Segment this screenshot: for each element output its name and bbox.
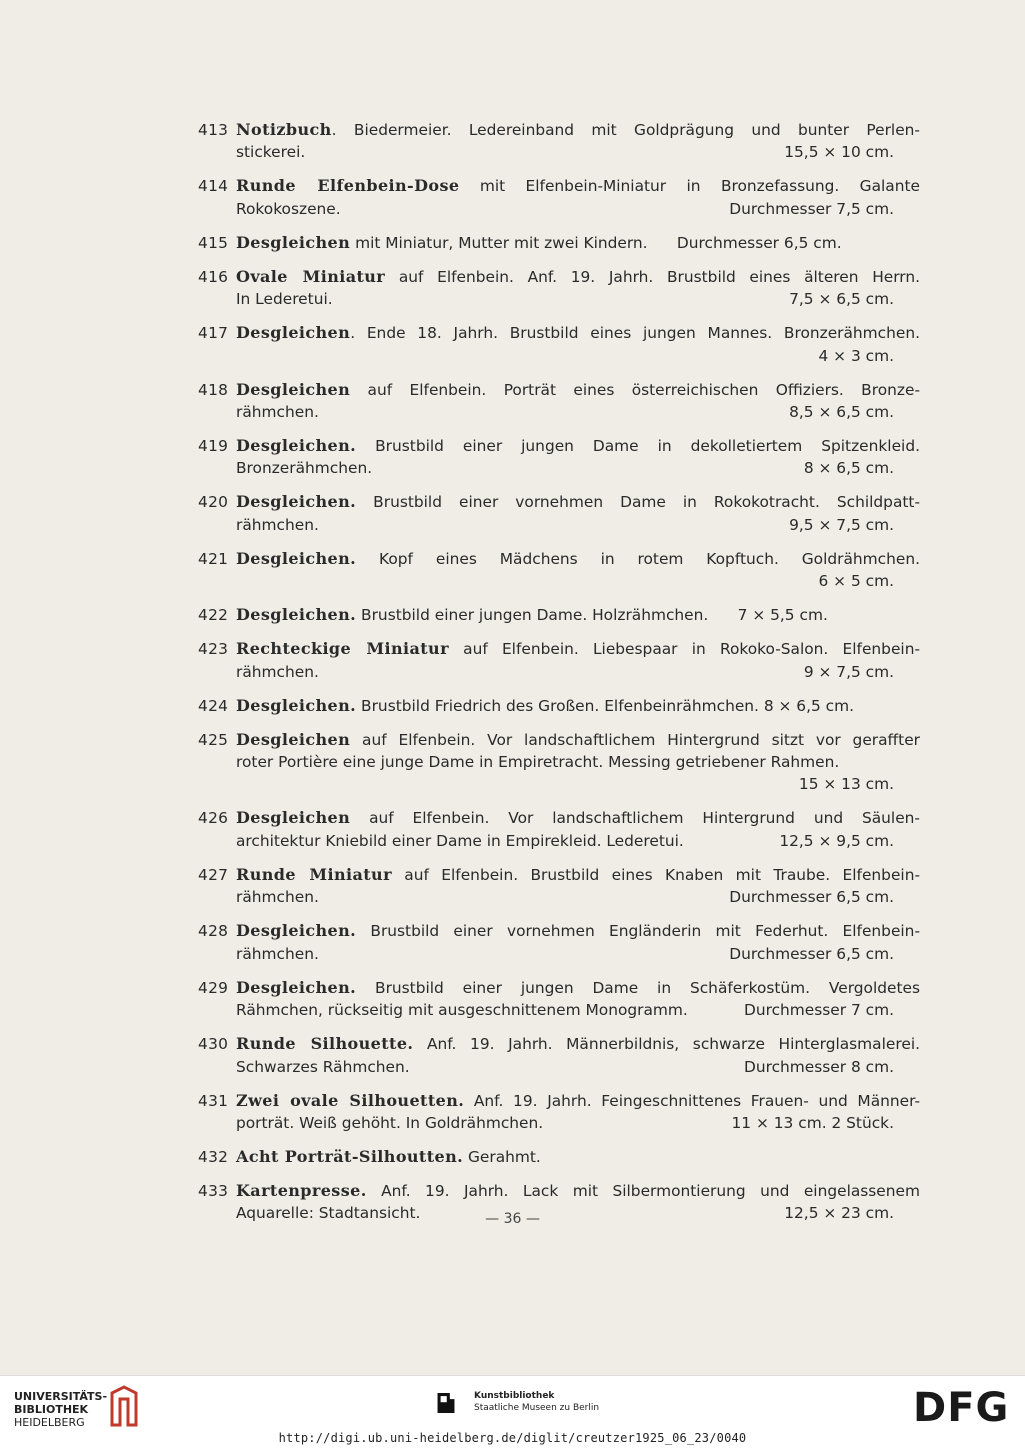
entry-description: auf Elfenbein. Liebespaar in Rokoko-Salon. Elfenbein- xyxy=(448,640,920,659)
entry-number: 424 xyxy=(198,696,229,715)
entry-dimensions: 9,5 × 7,5 cm. xyxy=(789,515,894,534)
entry-dimensions: 11 × 13 cm. 2 Stück. xyxy=(731,1113,894,1132)
entry-description: auf Elfenbein. Vor landschaftlichem Hintergrund sitzt vor geraffter xyxy=(350,730,920,749)
entry-title: Desgleichen xyxy=(236,323,351,343)
entry-second-line xyxy=(236,514,920,536)
catalog-entry xyxy=(198,1146,920,1168)
entry-second-line xyxy=(236,1056,920,1078)
entry-number: 433 xyxy=(198,1181,229,1200)
entry-second-line xyxy=(236,943,920,965)
entry-first-line xyxy=(236,729,920,751)
catalog-entry xyxy=(198,729,920,796)
entry-dimensions: 7,5 × 6,5 cm. xyxy=(789,290,894,309)
entry-continuation: Bronzerähmchen. xyxy=(236,459,373,478)
entry-description: auf Elfenbein. Porträt eines österreichischen Offiziers. Bronze- xyxy=(350,380,920,399)
entry-first-line xyxy=(236,175,920,197)
entry-first-line xyxy=(236,807,920,829)
entry-second-line xyxy=(236,457,920,479)
entry-description: Anf. 19. Jahrh. Feingeschnittenes Frauen- und Männer- xyxy=(464,1091,921,1110)
kunstbibliothek-logo[interactable] xyxy=(436,1389,616,1419)
entry-dimensions: Durchmesser 7 cm. xyxy=(743,1001,894,1020)
dfg-logo[interactable]: DFG xyxy=(913,1385,1010,1431)
entry-title: Desgleichen. xyxy=(236,492,357,512)
entry-first-line xyxy=(236,1180,920,1202)
entry-second-line xyxy=(236,830,920,852)
entry-second-line xyxy=(236,1112,920,1134)
entry-continuation: rähmchen. xyxy=(236,944,319,963)
entry-continuation: Rokokoszene. xyxy=(236,199,341,218)
footer xyxy=(0,1375,1025,1449)
entry-continuation: In Lederetui. xyxy=(236,290,333,309)
entry-continuation: architektur Kniebild einer Dame in Empirekleid. Lederetui. xyxy=(236,831,684,850)
entry-dimensions: 9 × 7,5 cm. xyxy=(803,662,894,681)
entry-dimensions: 6 × 5 cm. xyxy=(818,572,894,591)
entry-first-line xyxy=(236,379,920,401)
entry-title: Desgleichen. xyxy=(236,695,357,715)
entry-title: Desgleichen. xyxy=(236,548,357,568)
entry-number: 416 xyxy=(198,267,229,286)
entry-description: . Biedermeier. Ledereinband mit Goldprägung und bunter Perlen- xyxy=(331,121,920,139)
entry-dimensions: Durchmesser 7,5 cm. xyxy=(729,199,894,218)
catalog-entry xyxy=(198,266,920,311)
entry-title: Runde Elfenbein-Dose xyxy=(236,176,460,196)
entry-second-line xyxy=(236,401,920,423)
entry-continuation: stickerei. xyxy=(236,143,306,162)
entry-second-line xyxy=(236,141,920,163)
entry-description: auf Elfenbein. Brustbild eines Knaben mit Traube. Elfenbein- xyxy=(391,865,921,884)
entry-second-line xyxy=(236,886,920,908)
entry-dimensions: 15 × 13 cm. xyxy=(798,775,894,794)
entry-number: 414 xyxy=(198,177,229,196)
entry-dimensions: 12,5 × 23 cm. xyxy=(784,1204,894,1223)
catalog-entry xyxy=(198,119,920,164)
kb-line-1: Kunstbibliothek xyxy=(474,1391,555,1401)
entry-description: Kopf eines Mädchens in rotem Kopftuch. Goldrähmchen. xyxy=(356,549,920,568)
catalog-entry xyxy=(198,322,920,367)
entry-number: 417 xyxy=(198,324,229,343)
entry-dimensions: 12,5 × 9,5 cm. xyxy=(779,831,894,850)
uni-emblem-icon xyxy=(106,1385,140,1429)
entry-second-line xyxy=(236,345,920,367)
entry-number: 418 xyxy=(198,380,229,399)
entry-dimensions: Durchmesser 6,5 cm. xyxy=(729,944,894,963)
entry-number: 415 xyxy=(198,233,229,252)
entry-second-line xyxy=(236,999,920,1021)
entry-title: Notizbuch xyxy=(236,120,332,139)
entry-description: mit Miniatur, Mutter mit zwei Kindern. Durchmesser 6,5 cm. xyxy=(350,233,842,252)
entry-number: 431 xyxy=(198,1091,229,1110)
entry-first-line xyxy=(236,232,920,254)
entry-title: Desgleichen xyxy=(236,379,351,399)
entry-first-line xyxy=(236,548,920,570)
entry-number: 428 xyxy=(198,922,229,941)
entry-second-line xyxy=(236,198,920,220)
entry-number: 420 xyxy=(198,493,229,512)
uni-line-2: BIBLIOTHEK xyxy=(14,1403,89,1416)
entry-number: 429 xyxy=(198,978,229,997)
entry-list xyxy=(198,119,920,1236)
entry-first-line xyxy=(236,638,920,660)
entry-dimensions: Durchmesser 6,5 cm. xyxy=(729,888,894,907)
entry-dimensions: 15,5 × 10 cm. xyxy=(784,143,894,162)
entry-continuation: Schwarzes Rähmchen. xyxy=(236,1057,410,1076)
entry-dimensions: 8 × 6,5 cm. xyxy=(803,459,894,478)
entry-description: Brustbild einer vornehmen Dame in Rokokotracht. Schildpatt- xyxy=(356,493,920,512)
uni-line-1: UNIVERSITÄTS- xyxy=(14,1390,108,1403)
entry-title: Desgleichen. xyxy=(236,605,357,625)
kunstbibliothek-icon xyxy=(436,1389,456,1417)
entry-title: Ovale Miniatur xyxy=(236,266,386,286)
page-number: — 36 — xyxy=(485,1211,540,1227)
entry-title: Desgleichen xyxy=(236,808,351,828)
entry-first-line xyxy=(236,322,920,344)
kunstbibliothek-text xyxy=(474,1390,599,1414)
entry-first-line xyxy=(236,920,920,942)
entry-title: Runde Miniatur xyxy=(236,864,392,884)
entry-number: 430 xyxy=(198,1035,229,1054)
entry-title: Desgleichen. xyxy=(236,921,357,941)
kb-line-2: Staatliche Museen zu Berlin xyxy=(474,1403,600,1413)
entry-continuation: rähmchen. xyxy=(236,662,319,681)
entry-description: Gerahmt. xyxy=(463,1147,541,1166)
entry-number: 419 xyxy=(198,437,229,456)
entry-description: auf Elfenbein. Anf. 19. Jahrh. Brustbild eines älteren Herrn. xyxy=(385,267,920,286)
entry-number: 425 xyxy=(198,730,229,749)
entry-continuation: Aquarelle: Stadtansicht. xyxy=(236,1204,421,1223)
catalog-entry xyxy=(198,864,920,909)
entry-continuation: roter Portière eine junge Dame in Empiretracht. Messing getriebener Rahmen. xyxy=(236,753,840,772)
entry-second-line xyxy=(236,751,920,773)
entry-title: Rechteckige Miniatur xyxy=(236,639,449,659)
catalog-entry xyxy=(198,1090,920,1135)
catalog-entry xyxy=(198,920,920,965)
entry-first-line xyxy=(236,695,920,717)
entry-description: Brustbild einer jungen Dame in Schäferkostüm. Vergoldetes xyxy=(356,978,920,997)
entry-title: Runde Silhouette. xyxy=(236,1034,414,1054)
entry-description: Brustbild einer vornehmen Engländerin mit Federhut. Elfenbein- xyxy=(356,922,920,941)
entry-title: Desgleichen. xyxy=(236,977,357,997)
entry-description: Brustbild einer jungen Dame in dekolletiertem Spitzenkleid. xyxy=(356,437,920,456)
entry-continuation: Rähmchen, rückseitig mit ausgeschnittenem Monogramm. xyxy=(236,1001,688,1020)
entry-description: Brustbild Friedrich des Großen. Elfenbeinrähmchen. 8 × 6,5 cm. xyxy=(356,696,855,715)
catalog-entry xyxy=(198,807,920,852)
entry-first-line xyxy=(236,1090,920,1112)
entry-continuation: rähmchen. xyxy=(236,403,319,422)
entry-second-line xyxy=(236,661,920,683)
entry-number: 413 xyxy=(198,121,229,139)
entry-number: 421 xyxy=(198,549,229,568)
entry-first-line xyxy=(236,977,920,999)
entry-first-line xyxy=(236,266,920,288)
entry-dimensions: 4 × 3 cm. xyxy=(818,346,894,365)
entry-title: Acht Porträt-Silhoutten. xyxy=(236,1146,464,1166)
entry-number: 427 xyxy=(198,865,229,884)
catalog-entry xyxy=(198,548,920,593)
entry-title: Desgleichen. xyxy=(236,436,357,456)
uni-line-3: HEIDELBERG xyxy=(14,1416,85,1429)
page-url[interactable]: http://digi.ub.uni-heidelberg.de/diglit/creutzer1925_06_23/0040 xyxy=(278,1431,747,1445)
entry-number: 432 xyxy=(198,1147,229,1166)
catalog-entry xyxy=(198,638,920,683)
catalog-entry xyxy=(198,491,920,536)
entry-description: . Ende 18. Jahrh. Brustbild eines jungen Mannes. Bronzerähmchen. xyxy=(350,324,920,343)
entry-first-line xyxy=(236,1033,920,1055)
catalog-entry xyxy=(198,175,920,220)
catalog-entry xyxy=(198,604,920,626)
entry-description: Brustbild einer jungen Dame. Holzrähmchen. 7 × 5,5 cm. xyxy=(356,606,828,625)
catalog-entry xyxy=(198,695,920,717)
entry-dimensions: Durchmesser 8 cm. xyxy=(743,1057,894,1076)
entry-description: Anf. 19. Jahrh. Lack mit Silbermontierung und eingelassenem xyxy=(366,1181,920,1200)
catalog-entry xyxy=(198,1033,920,1078)
entry-number: 426 xyxy=(198,809,229,828)
entry-number: 423 xyxy=(198,640,229,659)
entry-second-line xyxy=(236,570,920,592)
entry-dimensions: 8,5 × 6,5 cm. xyxy=(789,403,894,422)
entry-title: Desgleichen xyxy=(236,232,351,252)
uni-logo-text xyxy=(14,1390,107,1429)
entry-first-line xyxy=(236,119,920,141)
entry-continuation: porträt. Weiß gehöht. In Goldrähmchen. xyxy=(236,1113,544,1132)
entry-first-line xyxy=(236,864,920,886)
entry-continuation: rähmchen. xyxy=(236,515,319,534)
entry-first-line xyxy=(236,1146,920,1168)
entry-first-line xyxy=(236,491,920,513)
entry-title: Kartenpresse. xyxy=(236,1180,367,1200)
entry-third-line xyxy=(236,773,920,795)
catalog-entry xyxy=(198,232,920,254)
entry-description: mit Elfenbein-Miniatur in Bronzefassung. Galante xyxy=(459,177,921,196)
entry-title: Desgleichen xyxy=(236,729,351,749)
entry-description: auf Elfenbein. Vor landschaftlichem Hintergrund und Säulen- xyxy=(350,809,920,828)
catalog-entry xyxy=(198,977,920,1022)
entry-first-line xyxy=(236,435,920,457)
entry-number: 422 xyxy=(198,606,229,625)
entry-second-line xyxy=(236,288,920,310)
catalog-entry xyxy=(198,379,920,424)
entry-title: Zwei ovale Silhouetten. xyxy=(236,1090,465,1110)
entry-continuation: rähmchen. xyxy=(236,888,319,907)
catalog-entry xyxy=(198,435,920,480)
entry-first-line xyxy=(236,604,920,626)
entry-description: Anf. 19. Jahrh. Männerbildnis, schwarze Hinterglasmalerei. xyxy=(413,1035,920,1054)
